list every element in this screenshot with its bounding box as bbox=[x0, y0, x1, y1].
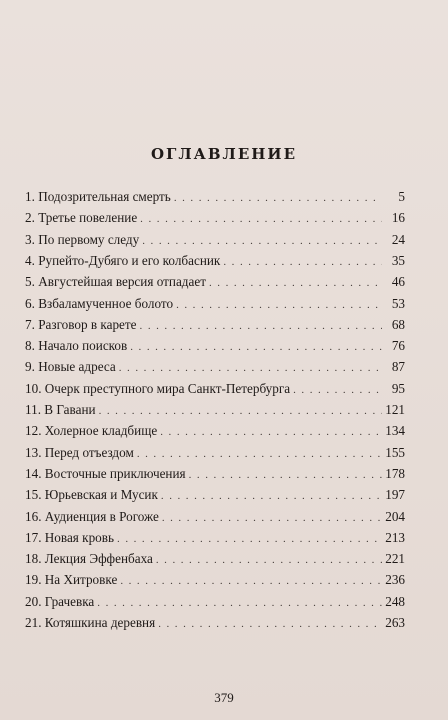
toc-entry bbox=[25, 614, 405, 631]
toc-entry bbox=[25, 529, 405, 546]
toc-entry-title: 3. По первому следу bbox=[25, 231, 140, 247]
toc-entry-title: 13. Перед отъездом bbox=[25, 444, 134, 460]
toc-entry-page: 24 bbox=[391, 231, 405, 247]
toc-entry-page: 204 bbox=[385, 508, 405, 524]
toc-entry-title: 8. Начало поисков bbox=[25, 338, 128, 354]
toc-entry-title: 17. Новая кровь bbox=[25, 529, 115, 545]
toc-entry bbox=[25, 231, 405, 248]
toc-entry-page: 16 bbox=[391, 210, 405, 226]
toc-entry-page: 76 bbox=[391, 338, 405, 354]
page-number: 379 bbox=[214, 690, 234, 705]
dot-leader bbox=[156, 552, 382, 569]
toc-entry bbox=[25, 571, 405, 588]
toc-entry-title: 18. Лекция Эффенбаха bbox=[25, 551, 153, 567]
toc-entry-title: 6. Взбаламученное болото bbox=[25, 295, 174, 311]
dot-leader bbox=[162, 510, 382, 527]
toc-entry-title: 12. Холерное кладбище bbox=[25, 423, 158, 439]
toc-entry-page: 236 bbox=[385, 572, 405, 588]
dot-leader bbox=[130, 339, 382, 356]
toc-entry bbox=[25, 422, 405, 439]
toc-entry-page: 121 bbox=[385, 402, 405, 417]
toc-entry-title: 10. Очерк преступного мира Санкт-Петербурга bbox=[25, 380, 291, 396]
toc-entry bbox=[25, 486, 405, 503]
toc-entry-title: 11. В Гавани bbox=[25, 402, 96, 417]
toc-entry bbox=[25, 444, 405, 461]
toc-entry-title: 4. Рупейто-Дубяго и его колбасник bbox=[25, 252, 221, 268]
dot-leader bbox=[137, 446, 382, 463]
dot-leader bbox=[176, 297, 382, 314]
toc-entry-title: 19. На Хитровке bbox=[25, 572, 118, 588]
toc-entry-page: 5 bbox=[398, 189, 405, 204]
toc-entry-page: 248 bbox=[385, 593, 405, 609]
dot-leader bbox=[189, 467, 382, 484]
dot-leader bbox=[142, 233, 382, 250]
toc-entry-title: 2. Третье повеление bbox=[25, 210, 138, 226]
toc-entry-title: 9. Новые адреса bbox=[25, 359, 116, 375]
toc-entry bbox=[25, 380, 405, 397]
toc-entry bbox=[25, 316, 405, 333]
dot-leader bbox=[119, 360, 382, 377]
toc-entry bbox=[25, 252, 405, 269]
dot-leader bbox=[158, 616, 382, 633]
dot-leader bbox=[209, 275, 382, 292]
toc-entry bbox=[25, 593, 405, 610]
toc-entry-title: 15. Юрьевская и Мусик bbox=[25, 487, 158, 503]
toc-entry-title: 5. Августейшая версия отпадает bbox=[25, 274, 206, 290]
toc-entry-title: 14. Восточные приключения bbox=[25, 465, 186, 481]
toc-entry-title: 21. Котяшкина деревня bbox=[25, 615, 156, 630]
toc-entry-title: 16. Аудиенция в Рогоже bbox=[25, 508, 159, 524]
toc-entry-page: 95 bbox=[391, 380, 405, 396]
toc-entry bbox=[25, 188, 405, 205]
toc-entry-title: 20. Грачевка bbox=[25, 593, 95, 609]
toc-title: ОГЛАВЛЕНИЕ bbox=[150, 145, 298, 163]
dot-leader bbox=[140, 211, 382, 228]
toc-entry-page: 134 bbox=[385, 423, 405, 439]
dot-leader bbox=[97, 595, 382, 612]
toc-entry-title: 7. Разговор в карете bbox=[25, 316, 137, 332]
dot-leader bbox=[223, 254, 382, 271]
toc-entry-title: 1. Подозрительная смерть bbox=[25, 189, 171, 204]
dot-leader bbox=[120, 573, 382, 590]
dot-leader bbox=[99, 403, 382, 420]
toc-entry bbox=[25, 550, 405, 567]
toc-entry-page: 263 bbox=[385, 615, 405, 630]
toc-entry bbox=[25, 358, 405, 375]
toc-entry-page: 53 bbox=[391, 295, 405, 311]
toc-entry-page: 213 bbox=[385, 529, 405, 545]
toc-entry-page: 35 bbox=[391, 252, 405, 268]
dot-leader bbox=[293, 382, 382, 399]
toc-entry bbox=[25, 508, 405, 525]
toc-entry-page: 87 bbox=[391, 359, 405, 375]
toc-entry-page: 46 bbox=[391, 274, 405, 290]
toc-entry-page: 197 bbox=[385, 487, 405, 503]
toc-entry-page: 178 bbox=[385, 465, 405, 481]
dot-leader bbox=[140, 318, 382, 335]
dot-leader bbox=[161, 488, 382, 505]
toc-entry bbox=[25, 209, 405, 226]
dot-leader bbox=[174, 190, 382, 207]
toc-entry bbox=[25, 465, 405, 482]
toc-entry-page: 155 bbox=[385, 444, 405, 460]
toc-entry bbox=[25, 273, 405, 290]
dot-leader bbox=[160, 424, 382, 441]
dot-leader bbox=[117, 531, 382, 548]
toc-entry bbox=[25, 401, 405, 418]
toc-entry-page: 221 bbox=[385, 551, 405, 567]
toc-entry bbox=[25, 337, 405, 354]
toc-entry-page: 68 bbox=[391, 316, 405, 332]
toc-entry bbox=[25, 295, 405, 312]
